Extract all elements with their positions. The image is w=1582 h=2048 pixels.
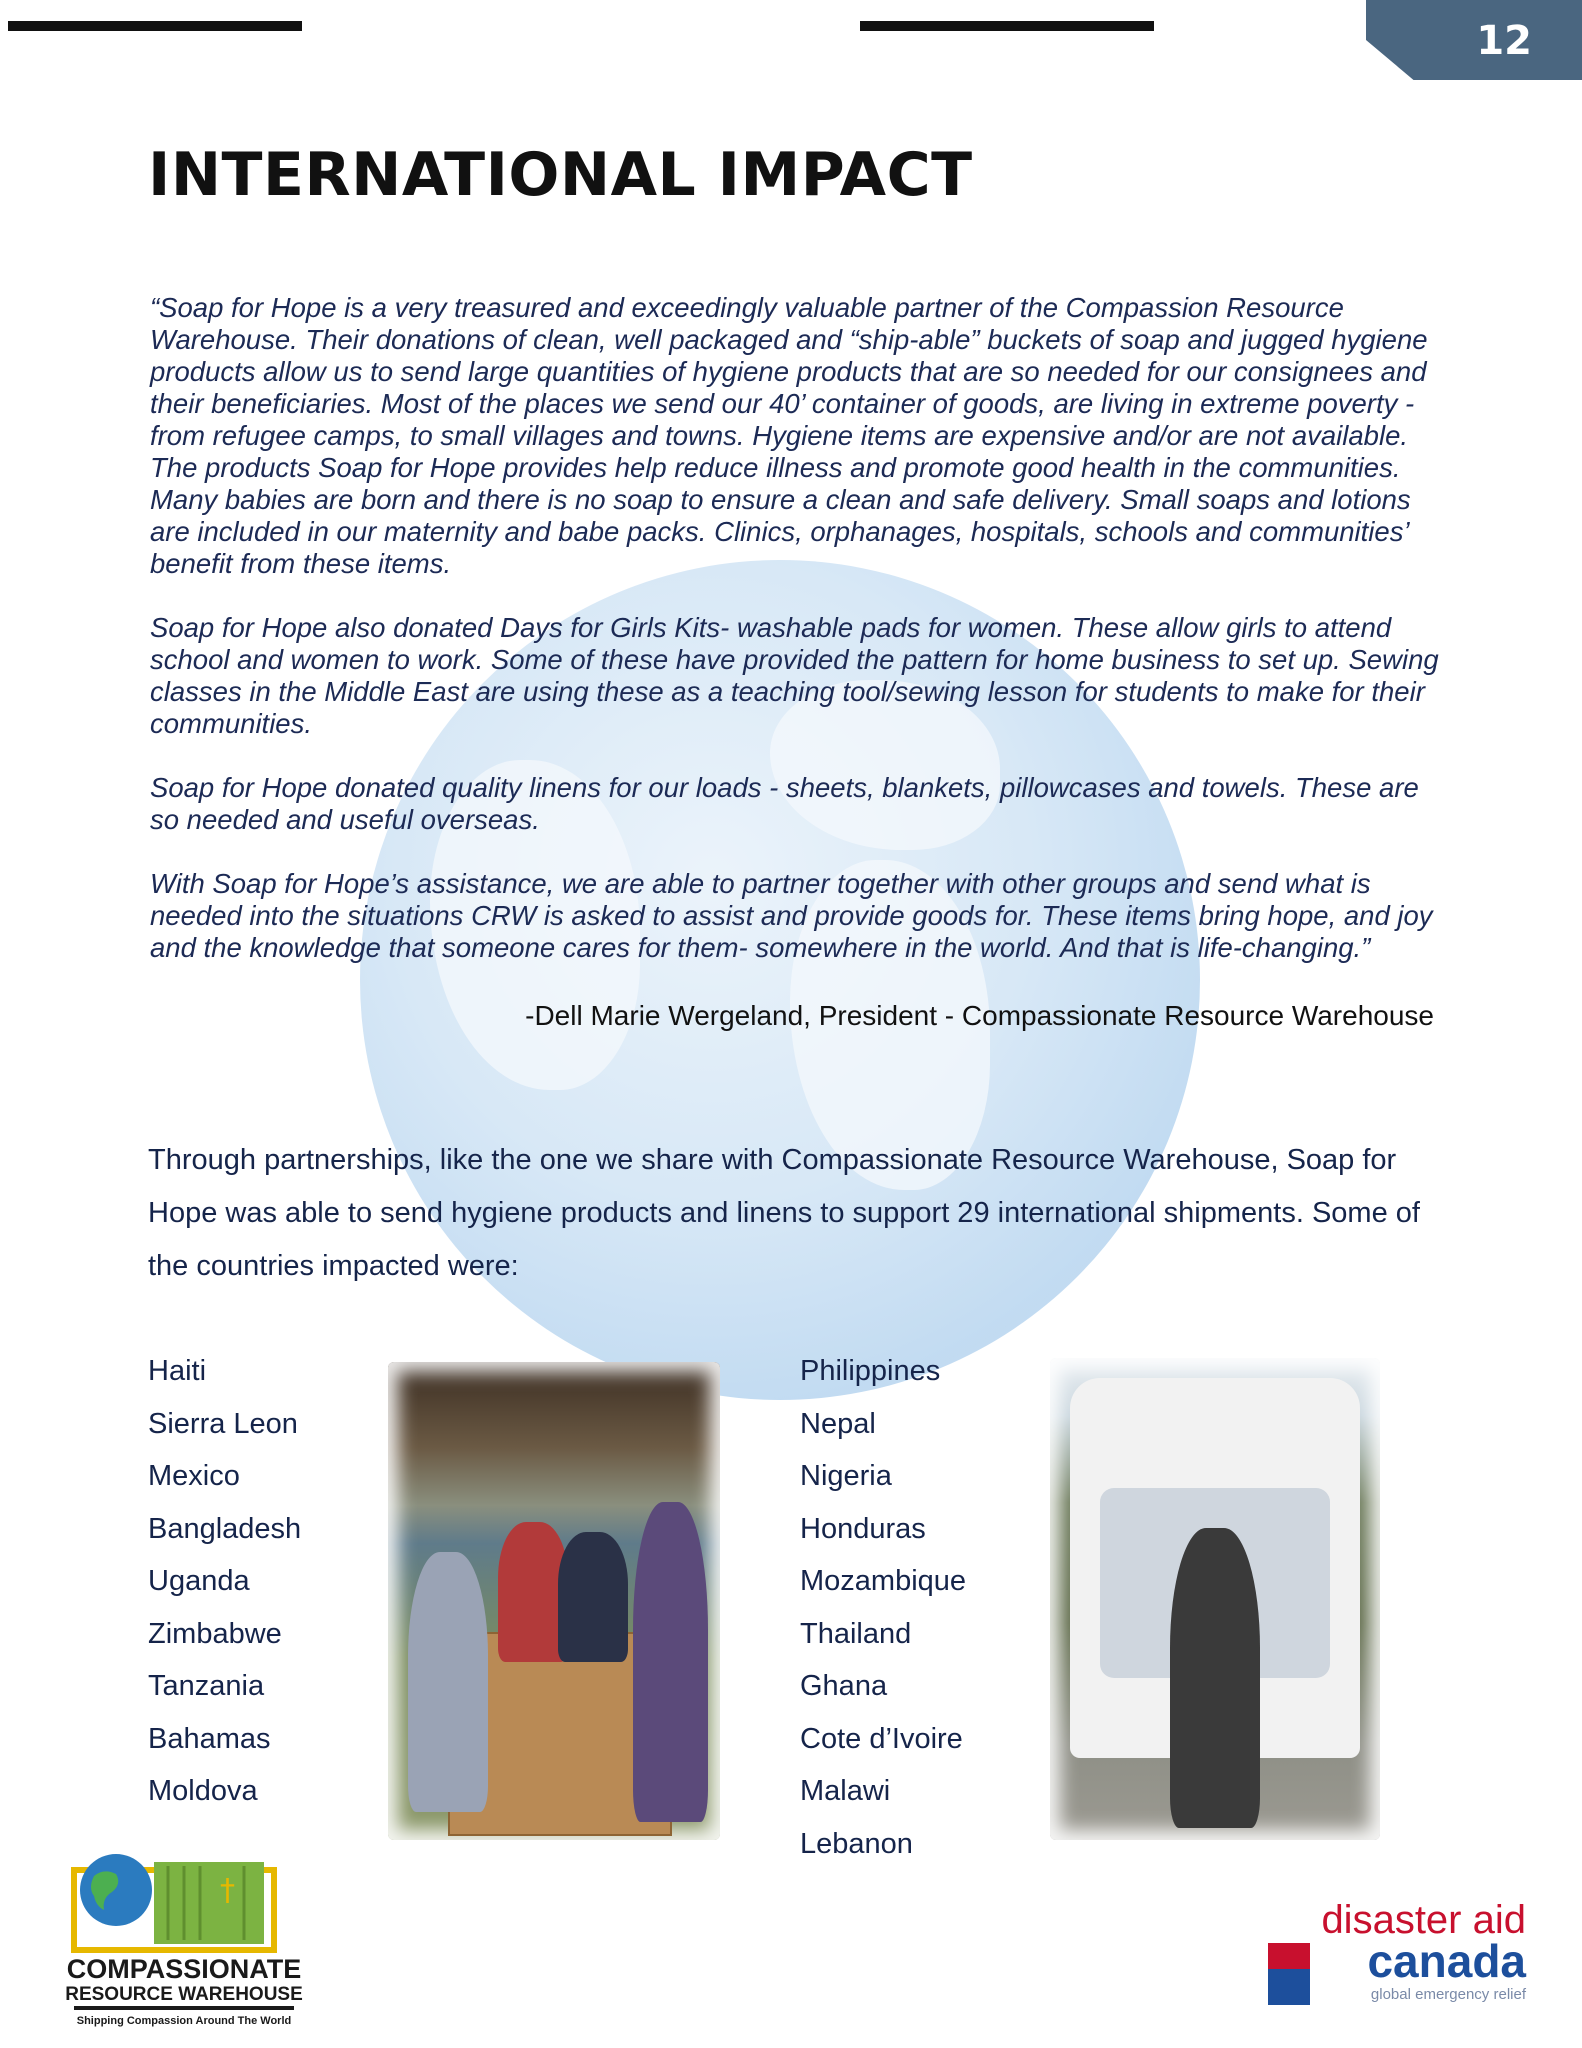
container-icon — [154, 1862, 264, 1944]
list-item: Zimbabwe — [148, 1617, 282, 1650]
list-item: Malawi — [800, 1775, 891, 1807]
list-item: Thailand — [800, 1617, 912, 1650]
quote-paragraph: With Soap for Hope’s assistance, we are able to partner together with other groups and send what is needed into the situations CRW is asked to assist and provide goods for. These items bring hope, and joy and the knowledge that someone cares for them- somewhere in the world. And that is life-changing.” — [150, 868, 1433, 963]
volunteers-packing-photo — [388, 1362, 720, 1840]
crw-logo-tagline: Shipping Compassion Around The World — [76, 2015, 292, 2027]
list-item: Bahamas — [148, 1722, 271, 1755]
woman-figure — [1170, 1528, 1260, 1828]
dac-logo-line1: disaster aid — [1321, 1898, 1526, 1942]
list-item: Nepal — [800, 1407, 876, 1440]
quote-paragraph: Soap for Hope donated quality linens for our loads - sheets, blankets, pillowcases and towels. These are so needed and useful overseas. — [150, 772, 1419, 835]
quote-paragraph: “Soap for Hope is a very treasured and exceedingly valuable partner of the Compassion Resource Warehouse. Their donations of clean, well packaged and “ship-able” buckets of soap and jugged hygiene products allow us to send large quantities of hygiene products that are so needed for our consignees and their beneficiaries. Most of the places we send our 40’ container of goods, are living in extreme poverty - from refugee camps, to small villages and towns. Hygiene items are expensive and/or are not available. The products Soap for Hope provides help reduce illness and promote good health in the communities. Many babies are born and there is no soap to ensure a clean and safe delivery. Small soaps and lotions are included in our maternity and babe packs. Clinics, orphanages, hospitals, schools and communities’ benefit from these items. — [150, 292, 1428, 579]
list-item: Tanzania — [148, 1670, 265, 1702]
country-list-left — [148, 1345, 301, 1818]
testimonial-quote — [150, 292, 1440, 996]
list-item: Moldova — [148, 1775, 258, 1807]
list-item: Cote d’Ivoire — [800, 1722, 963, 1755]
top-rule-right — [860, 21, 1154, 31]
page-title: INTERNATIONAL IMPACT — [148, 140, 973, 210]
list-item: Ghana — [800, 1670, 888, 1702]
list-item: Honduras — [800, 1512, 926, 1545]
list-item: Mexico — [148, 1460, 240, 1492]
intro-paragraph: Through partnerships, like the one we share with Compassionate Resource Warehouse, Soap for Hope was able to send hygiene products and linens to support 29 international shipments. Some of the countries impacted were: — [148, 1144, 1420, 1282]
crw-logo-line2: RESOURCE WAREHOUSE — [65, 1984, 303, 2005]
quote-attribution: -Dell Marie Wergeland, President - Compassionate Resource Warehouse — [525, 1000, 1434, 1031]
dac-square-blue — [1268, 1969, 1310, 2005]
volunteer-figure — [558, 1532, 628, 1662]
page-number: 12 — [1476, 18, 1532, 64]
list-item: Philippines — [800, 1355, 941, 1387]
list-item: Nigeria — [800, 1460, 892, 1492]
list-item: Sierra Leon — [148, 1407, 298, 1440]
disaster-aid-canada-logo — [1262, 1895, 1542, 2015]
quote-paragraph: Soap for Hope also donated Days for Girls Kits- washable pads for women. These allow girls to attend school and women to work. Some of these have provided the pattern for home business to set up. Sewing classes in the Middle East are using these as a teaching tool/sewing lesson for students to make for their communities. — [150, 612, 1439, 739]
globe-icon — [80, 1854, 152, 1926]
dac-logo-line2: canada — [1367, 1935, 1526, 1987]
page-number-tab — [1366, 0, 1582, 80]
volunteer-figure — [408, 1552, 488, 1812]
top-rule-left — [8, 21, 302, 31]
list-item: Bangladesh — [148, 1512, 302, 1545]
crw-logo-rule — [74, 2006, 294, 2010]
crw-logo — [44, 1840, 324, 2030]
cross-icon: † — [220, 1873, 235, 1908]
volunteer-figure — [633, 1502, 708, 1822]
list-item: Haiti — [148, 1355, 207, 1387]
country-list-right — [800, 1345, 966, 1870]
list-item: Mozambique — [800, 1565, 967, 1597]
dac-logo-tagline: global emergency relief — [1370, 1986, 1526, 2003]
list-item: Uganda — [148, 1565, 250, 1597]
loaded-vehicle-photo — [1050, 1358, 1380, 1840]
list-item: Lebanon — [800, 1827, 913, 1860]
crw-logo-line1: COMPASSIONATE — [66, 1954, 302, 1984]
